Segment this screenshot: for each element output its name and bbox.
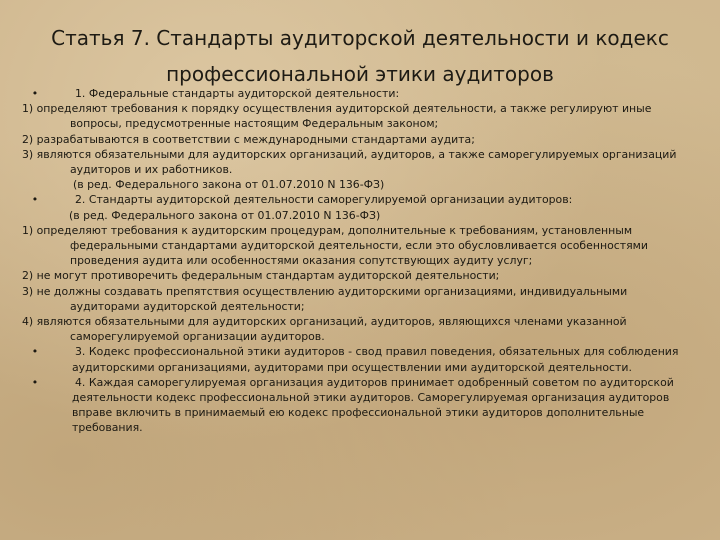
list-item: 1) определяют требования к порядку осуществления аудиторской деятельности, а также регулируют иные вопросы, предусмотренные настоящим Федеральным законом;	[22, 102, 652, 131]
list-item	[20, 86, 696, 101]
list-item	[20, 375, 696, 436]
bullet-icon: •	[31, 87, 39, 100]
bullet-icon: •	[31, 193, 39, 207]
list-item: 2) не могут противоречить федеральным стандартам аудиторской деятельности;	[22, 269, 500, 283]
title-line-1: Статья 7. Стандарты аудиторской деятельности и кодекс	[51, 26, 669, 50]
paragraph-text: 3. Кодекс профессиональной этики аудиторов - свод правил поведения, обязательных для соблюдения аудиторскими организациями, аудиторами при осуществлении ими аудиторской деятельности.	[72, 345, 679, 374]
title-line-2: профессиональной этики аудиторов	[166, 62, 554, 86]
amendment-note: (в ред. Федерального закона от 01.07.2010 N 136-ФЗ)	[73, 178, 385, 192]
list-item: 2) разрабатываются в соответствии с международными стандартами аудита;	[22, 132, 475, 146]
paragraph-text: 2. Стандарты аудиторской деятельности саморегулируемой организации аудиторов:	[75, 193, 573, 207]
bullet-icon: •	[31, 375, 39, 389]
list-item: 1) определяют требования к аудиторским процедурам, дополнительные к требованиям, установленным федеральными стандартами аудиторской деятельности, если это обусловливается особенностями проведения аудита или особенностями оказания сопутствующих аудиту услуг;	[22, 223, 648, 268]
list-item	[20, 192, 696, 207]
bullet-icon: •	[31, 345, 39, 359]
amendment-note: (в ред. Федерального закона от 01.07.2010 N 136-ФЗ)	[69, 208, 381, 222]
slide-title	[40, 20, 680, 92]
slide-body	[20, 86, 696, 436]
list-item: 3) не должны создавать препятствия осуществлению аудиторскими организациями, индивидуальными аудиторами аудиторской деятельности;	[22, 284, 628, 313]
list-item	[20, 344, 696, 374]
paragraph-text: 4. Каждая саморегулируемая организация аудиторов принимает одобренный советом по аудиторской деятельности кодекс профессиональной этики аудиторов. Саморегулируемая организация аудиторов вправе включить в принимаемый ею кодекс профессиональной этики аудиторов дополнительные требования.	[72, 375, 674, 435]
list-item: 4) являются обязательными для аудиторских организаций, аудиторов, являющихся членами указанной саморегулируемой организации аудиторов.	[22, 315, 627, 344]
paragraph-text: 1. Федеральные стандарты аудиторской деятельности:	[75, 87, 400, 100]
list-item: 3) являются обязательными для аудиторских организаций, аудиторов, а также саморегулируемых организаций аудиторов и их работников.	[22, 147, 677, 177]
